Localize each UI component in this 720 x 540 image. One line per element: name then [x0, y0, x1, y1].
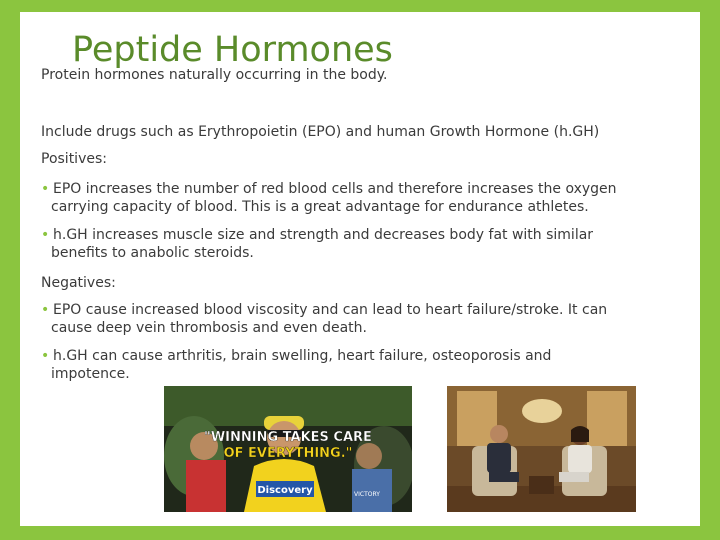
slide-border-bottom [0, 526, 720, 540]
bullet-icon: • [41, 181, 50, 197]
cyclist-illustration [164, 386, 412, 512]
bullet-text: EPO cause increased blood viscosity and can lead to heart failure/stroke. It can [53, 302, 608, 318]
bullet-text-continued: carrying capacity of blood. This is a great advantage for endurance athletes. [51, 199, 589, 215]
list-item [41, 301, 681, 337]
slide-border-left [0, 0, 20, 540]
intro-text: Include drugs such as Erythropoietin (EPO) and human Growth Hormone (h.GH) [41, 124, 600, 140]
photo-tag: VICTORY [354, 491, 380, 498]
list-item [41, 347, 681, 383]
interview-illustration [447, 386, 636, 512]
bullet-icon: • [41, 348, 50, 364]
bullet-text: EPO increases the number of red blood cells and therefore increases the oxygen [53, 181, 617, 197]
negatives-heading: Negatives: [41, 275, 116, 291]
bullet-text: h.GH increases muscle size and strength and decreases body fat with similar [53, 227, 594, 243]
bullet-text-continued: cause deep vein thrombosis and even death. [51, 320, 367, 336]
bullet-icon: • [41, 227, 50, 243]
slide-subtitle: Protein hormones naturally occurring in the body. [41, 67, 388, 83]
slide-border-right [700, 0, 720, 540]
list-item [41, 180, 681, 216]
photo-caption-line1: "WINNING TAKES CARE [204, 430, 372, 445]
slide-border-top [0, 0, 720, 12]
interview-photo [447, 386, 636, 512]
photo-caption-line2: OF EVERYTHING." [223, 446, 353, 461]
bullet-text-continued: impotence. [51, 366, 130, 382]
jersey-text: Discovery [257, 485, 313, 496]
bullet-text: h.GH can cause arthritis, brain swelling, heart failure, osteoporosis and [53, 348, 552, 364]
bullet-icon: • [41, 302, 50, 318]
bullet-text-continued: benefits to anabolic steroids. [51, 245, 254, 261]
positives-heading: Positives: [41, 151, 107, 167]
slide-title: Peptide Hormones [72, 30, 393, 70]
cyclist-photo [164, 386, 412, 512]
list-item [41, 226, 681, 262]
